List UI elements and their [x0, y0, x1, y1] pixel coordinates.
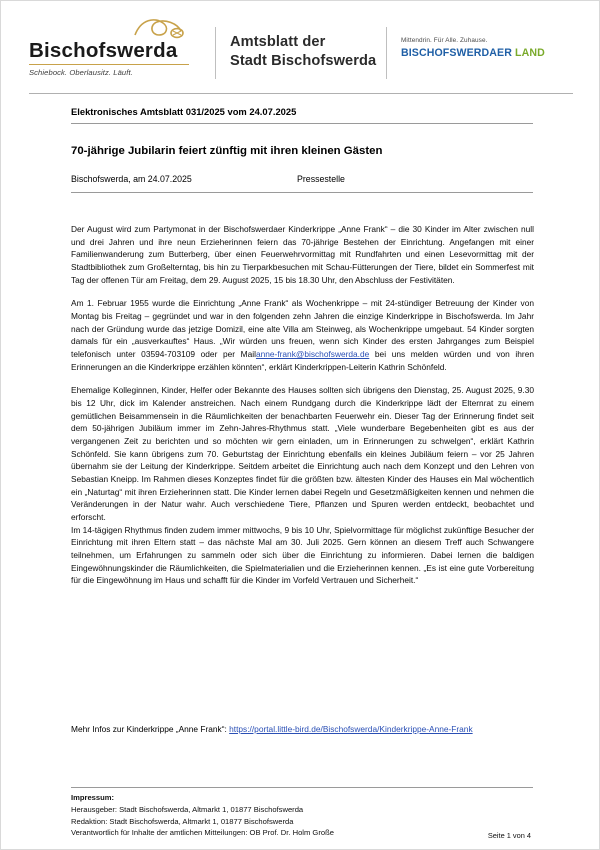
- issue-rule: [71, 123, 533, 124]
- paragraph-3: Ehemalige Kolleginnen, Kinder, Helfer oder Bekannte des Hauses sollten sich übrigens den Dienstag, 25. August 2025, 9.30 bis 12 Uhr, dick im Kalender anstreichen. Nach einem Rundgang durch die Kinderkrippe lädt der Elternrat zu einem gemütlichen Beisammensein in die Räumlichkeiten der benachbarten Feuerwehr ein. Dieser Tag der Erinnerung findet seit dem 50-jährigen Jubiläum immer im Zehn-Jahres-Rhythmus statt. „Viele wunderbare Begebenheiten gibt es aus der vergangenen Zeit zu berichten und so möchten wir gern einladen, um in Erinnerungen zu schwelgen“, erklärt Kathrin Schönfeld. Sie kann übrigens zum 70. Geburtstag der Einrichtung ebenfalls ein kleines Jubiläum feiern – vor 25 Jahren übernahm sie der Leitung der Kinderkrippe. Seitdem arbeitet die Einrichtung auch nach dem Konzept und den Lehren von Sebastian Kneipp. Im Rahmen dieses Konzeptes findet für die größten bzw. ältesten Kinder des Hauses ein Mal wöchentlich ein „Naturtag“ mit ihren Erzieherinnen statt. Die Kinder lernen dabei Regeln und Gesetzmäßigkeiten kennen und nehmen die Veränderungen in der Natur wahr. Auch verschiedene Tiere, Pflanzen und Spuren werden entdeckt, beobachtet und erforscht.: [71, 385, 534, 523]
- imprint-heading: Impressum:: [71, 793, 115, 802]
- article-meta-rule: [71, 192, 533, 193]
- page-number: Seite 1 von 4: [487, 831, 531, 840]
- gazette-title-line-1: Amtsblatt der: [230, 34, 326, 50]
- partner-brand-accent: LAND: [515, 47, 545, 59]
- paragraph-2-text: Am 1. Februar 1955 wurde die Einrichtung „Anne Frank“ als Wochenkrippe – mit 24-stündiger Betreuung der Kinder von Montag bis Freitag – gegründet und war in den folgenden zehn Jahren die einzige Kinderkrippe in Bischofswerda. Im Jahr nach der Gründung wurde das jetzige Domizil, eine alte Villa am Steinweg, als Wochenkrippe umgebaut. 54 Kinder sorgten damals für ein „ausverkauftes“ Haus. „Wir würden uns freuen, wenn sich Kinder des ersten Jahrganges zum Beispiel telefonisch unter 03594-703109 oder per Mail: [71, 298, 534, 360]
- issue-line: Elektronisches Amtsblatt 031/2025 vom 24.07.2025: [71, 106, 297, 117]
- partner-slogan: Mittendrin. Für Alle. Zuhause.: [401, 37, 488, 44]
- paragraph-4: Im 14-tägigen Rhythmus finden zudem immer mittwochs, 9 bis 10 Uhr, Spielvormittage für möglichst zukünftige Besucher der Einrichtung mit ihren Eltern statt – das nächste Mal am 30. Juli 2025. Gern können an diesem Treff auch Schwangere teilnehmen, um Erfahrungen zu sammeln oder sich über die Einrichtung zu informieren. Dabei lernen die baldigen Eingewöhnungskinder die Räumlichkeiten, die Spielmaterialien und die Erzieherinnen kennen. „Es ist eine gute Vorbereitung für die Eingewöhnung im Haus und schafft für die Kinder im Vorfeld Vertrauen und Sicherheit.“: [71, 524, 534, 586]
- more-info-label: Mehr Infos zur Kinderkrippe „Anne Frank“:: [71, 724, 230, 734]
- partner-brand-main: BISCHOFSWERDAER: [401, 47, 512, 59]
- masthead-divider-left: [215, 27, 216, 79]
- kinderkrippe-portal-link[interactable]: https://portal.little-bird.de/Bischofswerda/Kinderkrippe-Anne-Frank: [229, 724, 473, 734]
- article-meta: [71, 174, 533, 184]
- logo-divider: [29, 64, 189, 65]
- imprint-publisher: Herausgeber: Stadt Bischofswerda, Altmarkt 1, 01877 Bischofswerda: [71, 805, 304, 815]
- imprint-rule: [71, 787, 533, 788]
- paragraph-2: [71, 297, 534, 373]
- email-link[interactable]: anne-frank@bischofswerda.de: [255, 349, 370, 360]
- masthead: [29, 27, 573, 83]
- article-source: Pressestelle: [297, 174, 345, 184]
- masthead-bottom-rule: [29, 93, 573, 94]
- imprint-responsible: Verantwortlich für Inhalte der amtlichen Mitteilungen: OB Prof. Dr. Holm Große: [71, 828, 334, 838]
- partner-logo: [401, 27, 573, 59]
- page-title: 70-jährige Jubilarin feiert zünftig mit ihren kleinen Gästen: [71, 145, 383, 157]
- logo-tagline: Schiebock. Oberlausitz. Läuft.: [29, 67, 133, 77]
- article-body: [71, 223, 534, 598]
- partner-brand: [401, 47, 573, 59]
- more-info-line: [71, 723, 534, 736]
- paragraph-1: Der August wird zum Partymonat in der Bischofswerdaer Kinderkrippe „Anne Frank“ – die 30 Kinder im Alter zwischen null und drei Jahren und ihre neun Erzieherinnen feiern das 70-jährige Bestehen der Einrichtung. Angefangen mit einer Familienwanderung zum Butterberg, über einen Feuerwehrvormittag mit Rundfahrten und einen Lesevormittag mit der Stadtbibliothek zum Großelterntag, bis hin zu Tierparkbesuchen mit Schau-Fütterungen der Tiere, bildet ein Sommerfest mit Tag der offenen Tür am Freitag, dem 29. August 2025, 15 bis 18.30 Uhr, den Abschluss der Festivitäten.: [71, 224, 534, 285]
- logo-city-name: Bischofswerda: [29, 39, 178, 62]
- gazette-title: [230, 27, 382, 70]
- masthead-divider-right: [386, 27, 387, 79]
- paragraph-2-tail: bei uns melden würden und von ihren Erinnerungen an die Kinderkrippe erzählen könnten“, erklärt Kinderkrippen-Leiterin Kathrin Schönfeld.: [71, 349, 534, 372]
- imprint-editorial: Redaktion: Stadt Bischofswerda, Altmarkt 1, 01877 Bischofswerda: [71, 816, 294, 826]
- gazette-title-line-2: Stadt Bischofswerda: [230, 52, 377, 69]
- imprint: [71, 792, 534, 839]
- article-place-date: Bischofswerda, am 24.07.2025: [71, 174, 192, 184]
- bee-line-logo-icon: [133, 15, 187, 41]
- city-logo: [29, 27, 211, 77]
